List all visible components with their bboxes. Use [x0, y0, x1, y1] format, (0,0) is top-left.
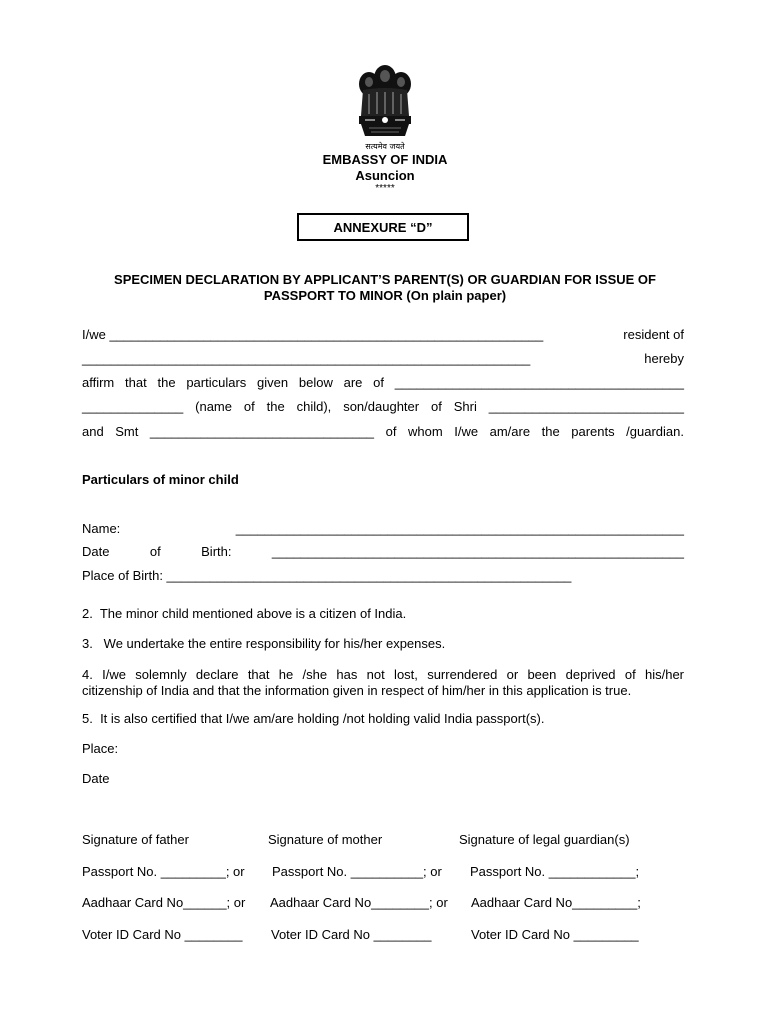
particulars-name: Name: ______________________________________________________________ [82, 521, 684, 536]
declaration-line-2-right: hereby [644, 351, 684, 366]
document-title-line2: PASSPORT TO MINOR (On plain paper) [263, 288, 507, 303]
voter-mother: Voter ID Card No ________ [271, 927, 432, 942]
place-label: Place: [82, 741, 119, 756]
point-3: 3. We undertake the entire responsibility for his/her expenses. [82, 636, 446, 651]
header-stars: ***** [375, 183, 395, 194]
embassy-name: EMBASSY OF INDIA [322, 152, 448, 167]
declaration-line-3: affirm that the particulars given below are of ________________________________________ [82, 375, 684, 390]
document-title-line1: SPECIMEN DECLARATION BY APPLICANT’S PARENT(S) OR GUARDIAN FOR ISSUE OF [114, 272, 656, 287]
embassy-city: Asuncion [355, 168, 415, 183]
signature-guardian: Signature of legal guardian(s) [459, 832, 630, 847]
declaration-line-2 [82, 351, 684, 366]
declaration-line-4: ______________ (name of the child), son/daughter of Shri ___________________________ [82, 399, 684, 414]
emblem-caption: सत्यमेव जयते [365, 142, 405, 151]
declaration-line-5: and Smt _______________________________ of whom I/we am/are the parents /guardian. [82, 424, 684, 439]
point-5: 5. It is also certified that I/we am/are holding /not holding valid India passport(s). [82, 711, 545, 726]
declaration-line-1 [82, 327, 684, 342]
signature-father: Signature of father [82, 832, 189, 847]
point-2: 2. The minor child mentioned above is a citizen of India. [82, 606, 407, 621]
particulars-heading: Particulars of minor child [82, 472, 239, 487]
voter-guardian: Voter ID Card No _________ [471, 927, 639, 942]
passport-father: Passport No. _________; or [82, 864, 245, 879]
aadhaar-father: Aadhaar Card No______; or [82, 895, 246, 910]
point-4-line1: 4. I/we solemnly declare that he /she has not lost, surrendered or been deprived of his/her [82, 667, 684, 682]
declaration-line-2-left: ______________________________________________________________ [82, 351, 531, 366]
date-label: Date [82, 771, 110, 786]
aadhaar-mother: Aadhaar Card No________; or [270, 895, 448, 910]
declaration-line-1-right: resident of [623, 327, 684, 342]
national-emblem-icon [345, 60, 425, 152]
particulars-dob: Date of Birth: _________________________________________________________ [82, 544, 684, 559]
passport-mother: Passport No. __________; or [272, 864, 442, 879]
aadhaar-guardian: Aadhaar Card No_________; [471, 895, 641, 910]
annexure-box: ANNEXURE “D” [297, 213, 469, 241]
declaration-line-1-left: I/we ____________________________________________________________ [82, 327, 544, 342]
signature-mother: Signature of mother [268, 832, 383, 847]
passport-guardian: Passport No. ____________; [470, 864, 640, 879]
point-4-line2: citizenship of India and that the information given in respect of him/her in this application is true. [82, 683, 632, 698]
particulars-pob: Place of Birth: ________________________________________________________ [82, 568, 572, 583]
voter-father: Voter ID Card No ________ [82, 927, 243, 942]
